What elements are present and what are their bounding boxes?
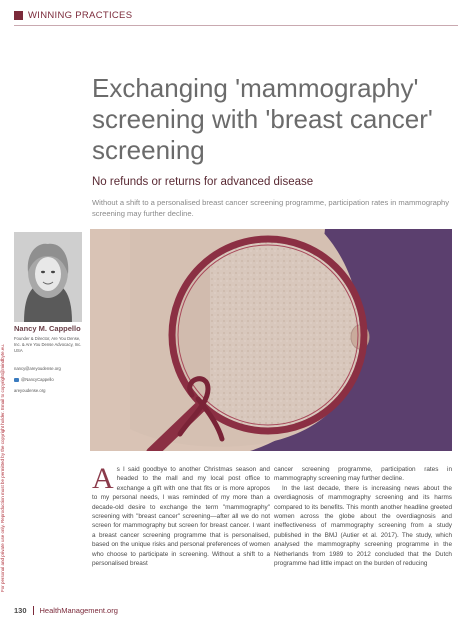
body-paragraph: cancer screening programme, participation rates in mammography screening may further decline. xyxy=(274,466,452,483)
magazine-name: HealthManagement.org xyxy=(39,606,118,615)
header-divider xyxy=(14,25,458,26)
author-email-text[interactable]: nancy@areyoudense.org xyxy=(14,366,61,371)
author-portrait-image xyxy=(14,232,82,322)
body-paragraph: s I said goodbye to another Christmas season and headed to the mall and my local post office to exchange a gift with one that fits or is more apropos to my personal needs, I was reminded of my more than a decade-old desire to exchange the term "mammography" screening with "breast cancer" screening—after all we do not screen for mammography but screen for breast cancer. I want a breast cancer screening programme that is personalised, based on the unique risks and personal preferences of women who choose to participate in screening. Without a shift to a personalised breast xyxy=(92,466,270,568)
page-number: 130 xyxy=(14,606,27,615)
section-label xyxy=(14,10,132,21)
body-paragraph: In the last decade, there is increasing news about the overdiagnosis of mammography screening and its harms compared to its benefits. This month another headline greeted women across the globe about the overdiagnosis and ineffectiveness of mammography screening from a study published in the BMJ (Autier et al. 2017). The study, which analysed the mammography screening programme in the Netherlands from 1989 to 2012 concluded that the Dutch programme had little impact on the burden of reducing xyxy=(274,484,452,568)
drop-cap: A xyxy=(92,462,114,495)
author-twitter-handle[interactable]: @NancyCappello xyxy=(21,377,54,382)
author-name: Nancy M. Cappello xyxy=(14,324,81,333)
footer-separator xyxy=(33,606,34,615)
article-standfirst: Without a shift to a personalised breast cancer screening programme, participation rates in mammography screening may further decline. xyxy=(92,198,450,218)
magnifier-ribbon-illustration xyxy=(90,229,452,451)
body-column-right xyxy=(274,465,452,568)
copyright-side-note: For personal and private use only. Reproduction must be permitted by the copyright holder. Email to copyright@mindbyte.eu. xyxy=(0,343,5,592)
author-website-text[interactable]: areyoudense.org xyxy=(14,388,46,393)
body-column-left xyxy=(92,462,270,568)
section-title: WINNING PRACTICES xyxy=(28,10,133,21)
section-marker xyxy=(14,11,23,20)
article-title: Exchanging 'mammography' screening with 'breast cancer' screening xyxy=(92,73,433,165)
author-email[interactable] xyxy=(14,366,61,371)
author-photo xyxy=(14,232,82,322)
author-role: Founder & Director, Are You Dense, Inc. & Are You Dense Advocacy, Inc. USA xyxy=(14,336,82,353)
author-website[interactable] xyxy=(14,388,45,393)
article-subtitle: No refunds or returns for advanced disease xyxy=(92,176,314,188)
page-footer xyxy=(14,606,118,615)
twitter-icon xyxy=(14,378,19,382)
author-twitter[interactable] xyxy=(14,377,54,382)
article-illustration xyxy=(90,229,452,451)
